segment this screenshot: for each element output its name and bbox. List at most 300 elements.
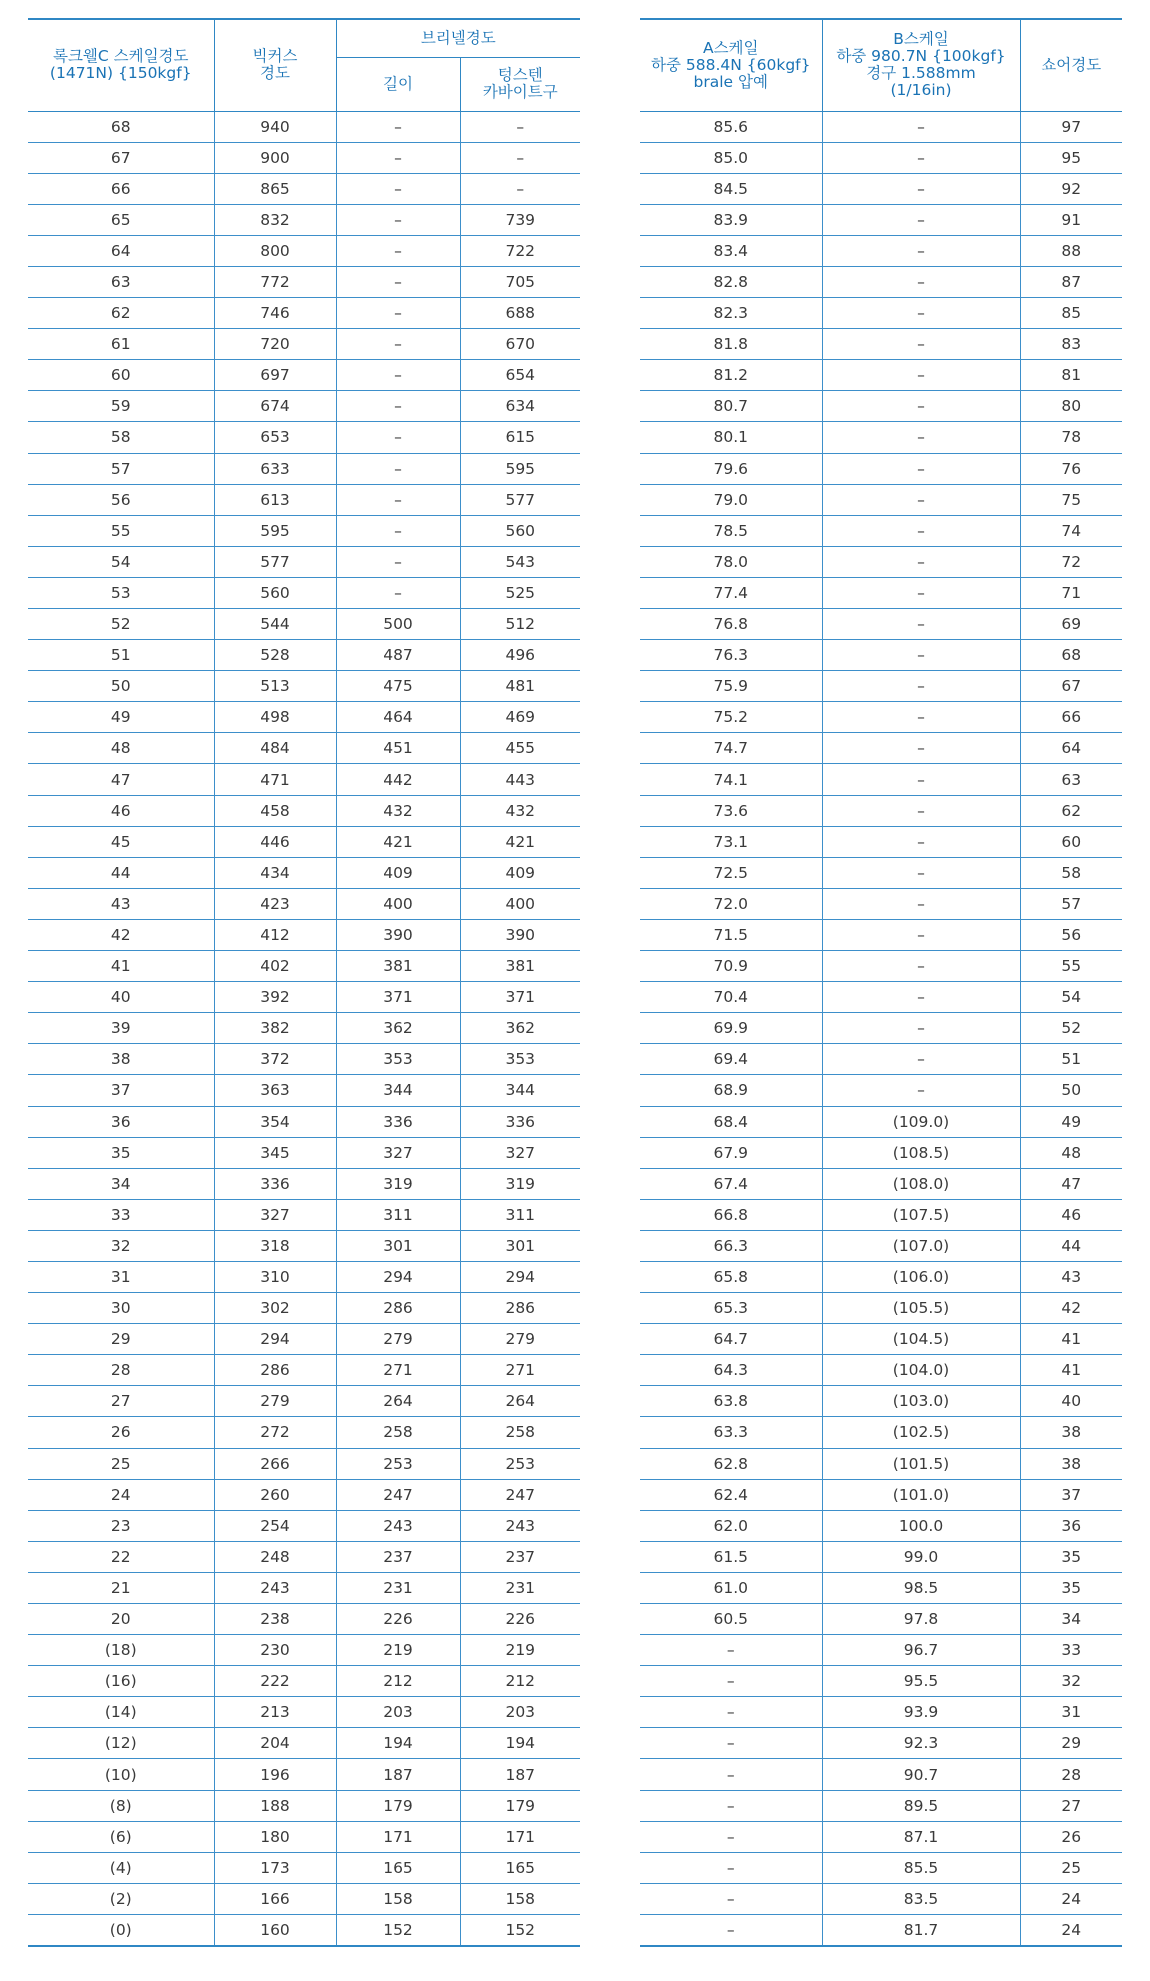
table-cell: – — [336, 484, 460, 515]
table-cell: – — [336, 298, 460, 329]
table-cell: 560 — [214, 577, 336, 608]
table-cell: 85 — [1020, 298, 1122, 329]
table-cell: – — [822, 204, 1020, 235]
table-cell: 286 — [214, 1355, 336, 1386]
table-row — [640, 1199, 1122, 1230]
table-row — [640, 266, 1122, 297]
table-cell: – — [640, 1666, 822, 1697]
table-cell: – — [822, 266, 1020, 297]
table-cell: 28 — [1020, 1759, 1122, 1790]
table-cell: 29 — [28, 1324, 214, 1355]
table-cell: 82.8 — [640, 266, 822, 297]
table-cell: 434 — [214, 857, 336, 888]
table-row — [28, 1417, 580, 1448]
table-cell: – — [822, 546, 1020, 577]
table-cell: 61.5 — [640, 1541, 822, 1572]
header-brinell: 브리넬경도 — [336, 19, 580, 57]
table-cell: (6) — [28, 1821, 214, 1852]
table-cell: – — [822, 640, 1020, 671]
table-cell: 40 — [1020, 1386, 1122, 1417]
table-row — [640, 733, 1122, 764]
table-cell: 49 — [1020, 1106, 1122, 1137]
table-cell: – — [336, 329, 460, 360]
table-cell: 68.9 — [640, 1075, 822, 1106]
table-cell: 56 — [1020, 919, 1122, 950]
table-row — [28, 1821, 580, 1852]
table-cell: 95 — [1020, 142, 1122, 173]
table-row — [640, 1044, 1122, 1075]
table-cell: 194 — [460, 1728, 580, 1759]
table-row — [640, 1759, 1122, 1790]
table-cell: 51 — [28, 640, 214, 671]
table-cell: 70.9 — [640, 951, 822, 982]
table-cell: 41 — [1020, 1355, 1122, 1386]
table-cell: 76 — [1020, 453, 1122, 484]
table-cell: 97.8 — [822, 1604, 1020, 1635]
table-cell: 327 — [336, 1137, 460, 1168]
table-cell: 88 — [1020, 235, 1122, 266]
table-cell: 25 — [1020, 1852, 1122, 1883]
table-cell: 29 — [1020, 1728, 1122, 1759]
table-row — [28, 857, 580, 888]
table-cell: 481 — [460, 671, 580, 702]
table-cell: (2) — [28, 1883, 214, 1914]
table-cell: 40 — [28, 982, 214, 1013]
table-cell: 243 — [214, 1572, 336, 1603]
table-cell: 362 — [336, 1013, 460, 1044]
table-row — [640, 1883, 1122, 1914]
table-cell: 85.6 — [640, 111, 822, 142]
table-cell: (10) — [28, 1759, 214, 1790]
table-cell: 311 — [336, 1199, 460, 1230]
table-cell: 158 — [460, 1883, 580, 1914]
table-row — [28, 1697, 580, 1728]
table-cell: 83 — [1020, 329, 1122, 360]
table-cell: 52 — [1020, 1013, 1122, 1044]
table-cell: 279 — [214, 1386, 336, 1417]
table-row — [28, 1883, 580, 1914]
table-cell: 670 — [460, 329, 580, 360]
table-cell: – — [822, 919, 1020, 950]
table-cell: 336 — [336, 1106, 460, 1137]
table-cell: (101.0) — [822, 1479, 1020, 1510]
table-cell: 237 — [460, 1541, 580, 1572]
table-cell: 400 — [336, 888, 460, 919]
table-cell: 243 — [460, 1510, 580, 1541]
table-row — [28, 1541, 580, 1572]
table-cell: 302 — [214, 1293, 336, 1324]
table-cell: 187 — [336, 1759, 460, 1790]
table-cell: 464 — [336, 702, 460, 733]
table-row — [640, 1417, 1122, 1448]
table-cell: 46 — [28, 795, 214, 826]
table-row — [28, 1728, 580, 1759]
table-row — [640, 1479, 1122, 1510]
table-cell: – — [822, 795, 1020, 826]
table-cell: 213 — [214, 1697, 336, 1728]
table-row — [640, 142, 1122, 173]
table-cell: 63 — [1020, 764, 1122, 795]
table-row — [640, 546, 1122, 577]
table-cell: 60 — [28, 360, 214, 391]
table-cell: 68 — [1020, 640, 1122, 671]
table-row — [640, 515, 1122, 546]
table-cell: (105.5) — [822, 1293, 1020, 1324]
table-cell: 71 — [1020, 577, 1122, 608]
table-cell: 78.5 — [640, 515, 822, 546]
table-cell: 940 — [214, 111, 336, 142]
table-cell: 89.5 — [822, 1790, 1020, 1821]
table-cell: – — [336, 453, 460, 484]
table-cell: 37 — [1020, 1479, 1122, 1510]
table-cell: 196 — [214, 1759, 336, 1790]
table-row — [28, 1137, 580, 1168]
table-cell: – — [460, 173, 580, 204]
table-cell: 544 — [214, 609, 336, 640]
table-cell: 74 — [1020, 515, 1122, 546]
table-cell: 455 — [460, 733, 580, 764]
table-cell: 327 — [214, 1199, 336, 1230]
table-cell: 78 — [1020, 422, 1122, 453]
table-cell: 279 — [336, 1324, 460, 1355]
table-cell: 188 — [214, 1790, 336, 1821]
table-cell: – — [336, 235, 460, 266]
table-cell: 458 — [214, 795, 336, 826]
table-cell: – — [822, 1044, 1020, 1075]
table-cell: 64 — [28, 235, 214, 266]
table-cell: – — [336, 266, 460, 297]
table-cell: 353 — [460, 1044, 580, 1075]
table-cell: 73.6 — [640, 795, 822, 826]
table-cell: 264 — [336, 1386, 460, 1417]
table-cell: 390 — [336, 919, 460, 950]
table-cell: 69.4 — [640, 1044, 822, 1075]
table-cell: 76.8 — [640, 609, 822, 640]
table-cell: 44 — [28, 857, 214, 888]
table-cell: 446 — [214, 826, 336, 857]
table-row — [640, 1013, 1122, 1044]
table-cell: 67.4 — [640, 1168, 822, 1199]
table-cell: – — [822, 733, 1020, 764]
table-row — [28, 671, 580, 702]
table-cell: (102.5) — [822, 1417, 1020, 1448]
table-cell: (16) — [28, 1666, 214, 1697]
table-row — [28, 546, 580, 577]
table-cell: 49 — [28, 702, 214, 733]
table-cell: (104.5) — [822, 1324, 1020, 1355]
table-row — [640, 1821, 1122, 1852]
table-cell: 230 — [214, 1635, 336, 1666]
table-cell: 451 — [336, 733, 460, 764]
table-row — [28, 609, 580, 640]
table-cell: 697 — [214, 360, 336, 391]
table-cell: 412 — [214, 919, 336, 950]
table-row — [640, 111, 1122, 142]
table-row — [640, 484, 1122, 515]
table-cell: 80 — [1020, 391, 1122, 422]
table-cell: 53 — [28, 577, 214, 608]
table-row — [640, 1386, 1122, 1417]
table-cell: 484 — [214, 733, 336, 764]
table-cell: 248 — [214, 1541, 336, 1572]
table-cell: 36 — [1020, 1510, 1122, 1541]
table-cell: 24 — [1020, 1883, 1122, 1914]
table-cell: 24 — [1020, 1914, 1122, 1946]
table-cell: 50 — [28, 671, 214, 702]
table-row — [640, 1106, 1122, 1137]
table-cell: 60 — [1020, 826, 1122, 857]
table-row — [28, 951, 580, 982]
table-cell: 65.3 — [640, 1293, 822, 1324]
table-row — [28, 1914, 580, 1946]
table-cell: 432 — [460, 795, 580, 826]
table-cell: 613 — [214, 484, 336, 515]
table-cell: 87.1 — [822, 1821, 1020, 1852]
table-cell: 254 — [214, 1510, 336, 1541]
table-row — [640, 640, 1122, 671]
table-cell: 66.8 — [640, 1199, 822, 1230]
table-row — [28, 1044, 580, 1075]
table-cell: 96.7 — [822, 1635, 1020, 1666]
table-cell: – — [822, 577, 1020, 608]
table-cell: 28 — [28, 1355, 214, 1386]
table-row — [28, 795, 580, 826]
table-cell: 318 — [214, 1230, 336, 1261]
table-cell: 73.1 — [640, 826, 822, 857]
table-cell: 180 — [214, 1821, 336, 1852]
table-row — [28, 266, 580, 297]
table-cell: 247 — [460, 1479, 580, 1510]
table-cell: – — [822, 235, 1020, 266]
table-cell: 27 — [1020, 1790, 1122, 1821]
table-row — [640, 453, 1122, 484]
table-row — [28, 360, 580, 391]
header-shore: 쇼어경도 — [1020, 19, 1122, 111]
table-cell: 271 — [460, 1355, 580, 1386]
table-row — [640, 982, 1122, 1013]
table-cell: – — [822, 1013, 1020, 1044]
table-row — [28, 640, 580, 671]
table-row — [28, 982, 580, 1013]
table-cell: 266 — [214, 1448, 336, 1479]
table-cell: 74.1 — [640, 764, 822, 795]
table-cell: – — [822, 609, 1020, 640]
table-cell: 231 — [336, 1572, 460, 1603]
table-cell: – — [822, 173, 1020, 204]
table-cell: 85.5 — [822, 1852, 1020, 1883]
table-row — [28, 733, 580, 764]
table-row — [28, 1230, 580, 1261]
table-cell: 253 — [336, 1448, 460, 1479]
table-cell: 44 — [1020, 1230, 1122, 1261]
table-cell: 442 — [336, 764, 460, 795]
table-row — [28, 422, 580, 453]
table-cell: 81.2 — [640, 360, 822, 391]
table-cell: 402 — [214, 951, 336, 982]
table-cell: 362 — [460, 1013, 580, 1044]
table-cell: – — [336, 422, 460, 453]
table-row — [28, 1075, 580, 1106]
table-cell: – — [822, 484, 1020, 515]
header-brinell-tungsten: 텅스텐 카바이트구 — [460, 57, 580, 111]
table-cell: 160 — [214, 1914, 336, 1946]
table-row — [640, 1293, 1122, 1324]
table-cell: 38 — [1020, 1417, 1122, 1448]
table-cell: 42 — [28, 919, 214, 950]
table-cell: 222 — [214, 1666, 336, 1697]
table-cell: – — [822, 111, 1020, 142]
table-cell: 354 — [214, 1106, 336, 1137]
table-cell: 34 — [1020, 1604, 1122, 1635]
table-cell: 238 — [214, 1604, 336, 1635]
table-cell: – — [822, 298, 1020, 329]
table-cell: 443 — [460, 764, 580, 795]
table-row — [640, 764, 1122, 795]
table-cell: 51 — [1020, 1044, 1122, 1075]
table-cell: 258 — [336, 1417, 460, 1448]
table-cell: – — [822, 142, 1020, 173]
table-cell: 95.5 — [822, 1666, 1020, 1697]
table-cell: 41 — [28, 951, 214, 982]
hardness-table-left-body — [28, 111, 580, 1946]
table-cell: 64.3 — [640, 1355, 822, 1386]
table-cell: 84.5 — [640, 173, 822, 204]
table-cell: 37 — [28, 1075, 214, 1106]
table-cell: 832 — [214, 204, 336, 235]
table-cell: 746 — [214, 298, 336, 329]
table-row — [640, 1324, 1122, 1355]
table-cell: 65 — [28, 204, 214, 235]
table-cell: 319 — [336, 1168, 460, 1199]
table-cell: 33 — [28, 1199, 214, 1230]
table-row — [640, 1852, 1122, 1883]
table-cell: 720 — [214, 329, 336, 360]
table-row — [640, 1510, 1122, 1541]
table-row — [640, 826, 1122, 857]
table-cell: 204 — [214, 1728, 336, 1759]
table-cell: 69 — [1020, 609, 1122, 640]
table-cell: 231 — [460, 1572, 580, 1603]
table-row — [28, 577, 580, 608]
table-cell: 219 — [336, 1635, 460, 1666]
table-cell: 91 — [1020, 204, 1122, 235]
table-cell: (101.5) — [822, 1448, 1020, 1479]
table-cell: (0) — [28, 1914, 214, 1946]
table-cell: 260 — [214, 1479, 336, 1510]
table-cell: 67 — [28, 142, 214, 173]
table-cell: 78.0 — [640, 546, 822, 577]
table-cell: 82.3 — [640, 298, 822, 329]
table-row — [28, 1013, 580, 1044]
table-cell: 75 — [1020, 484, 1122, 515]
table-cell: 865 — [214, 173, 336, 204]
table-cell: 48 — [28, 733, 214, 764]
table-cell: 310 — [214, 1261, 336, 1292]
table-row — [28, 826, 580, 857]
table-cell: 55 — [28, 515, 214, 546]
table-cell: 336 — [460, 1106, 580, 1137]
table-cell: – — [460, 142, 580, 173]
table-row — [640, 1168, 1122, 1199]
table-cell: – — [336, 111, 460, 142]
table-cell: – — [336, 546, 460, 577]
table-cell: 409 — [460, 857, 580, 888]
table-cell: 173 — [214, 1852, 336, 1883]
table-cell: 23 — [28, 1510, 214, 1541]
table-cell: 653 — [214, 422, 336, 453]
table-cell: (108.0) — [822, 1168, 1020, 1199]
table-cell: – — [822, 764, 1020, 795]
table-row — [640, 329, 1122, 360]
table-cell: 219 — [460, 1635, 580, 1666]
table-cell: 43 — [28, 888, 214, 919]
table-cell: 615 — [460, 422, 580, 453]
table-cell: 90.7 — [822, 1759, 1020, 1790]
table-cell: 66 — [28, 173, 214, 204]
table-cell: 739 — [460, 204, 580, 235]
table-cell: 83.4 — [640, 235, 822, 266]
table-cell: – — [822, 857, 1020, 888]
table-cell: 83.9 — [640, 204, 822, 235]
table-row — [28, 919, 580, 950]
table-cell: – — [460, 111, 580, 142]
table-cell: 62 — [1020, 795, 1122, 826]
table-cell: 63.3 — [640, 1417, 822, 1448]
table-row — [28, 764, 580, 795]
table-cell: 68.4 — [640, 1106, 822, 1137]
table-cell: 800 — [214, 235, 336, 266]
table-cell: 35 — [1020, 1572, 1122, 1603]
table-cell: 65.8 — [640, 1261, 822, 1292]
table-cell: 327 — [460, 1137, 580, 1168]
table-cell: 595 — [214, 515, 336, 546]
table-row — [28, 1479, 580, 1510]
table-row — [28, 329, 580, 360]
table-cell: (8) — [28, 1790, 214, 1821]
table-row — [28, 702, 580, 733]
table-cell: 371 — [460, 982, 580, 1013]
table-cell: 301 — [336, 1230, 460, 1261]
table-cell: 93.9 — [822, 1697, 1020, 1728]
table-cell: 62.4 — [640, 1479, 822, 1510]
table-cell: 371 — [336, 982, 460, 1013]
table-cell: 72 — [1020, 546, 1122, 577]
table-cell: 165 — [336, 1852, 460, 1883]
table-cell: – — [822, 329, 1020, 360]
table-cell: 171 — [336, 1821, 460, 1852]
table-row — [28, 1572, 580, 1603]
table-cell: 194 — [336, 1728, 460, 1759]
table-cell: 32 — [1020, 1666, 1122, 1697]
table-row — [28, 888, 580, 919]
table-cell: 171 — [460, 1821, 580, 1852]
table-cell: 20 — [28, 1604, 214, 1635]
table-row — [640, 360, 1122, 391]
table-cell: 294 — [336, 1261, 460, 1292]
table-cell: 63.8 — [640, 1386, 822, 1417]
table-cell: 67.9 — [640, 1137, 822, 1168]
table-cell: – — [336, 204, 460, 235]
table-cell: 381 — [460, 951, 580, 982]
table-cell: 203 — [336, 1697, 460, 1728]
table-cell: – — [822, 391, 1020, 422]
table-cell: 279 — [460, 1324, 580, 1355]
table-cell: 97 — [1020, 111, 1122, 142]
table-cell: 48 — [1020, 1137, 1122, 1168]
table-cell: 294 — [460, 1261, 580, 1292]
table-cell: 633 — [214, 453, 336, 484]
table-cell: 70.4 — [640, 982, 822, 1013]
